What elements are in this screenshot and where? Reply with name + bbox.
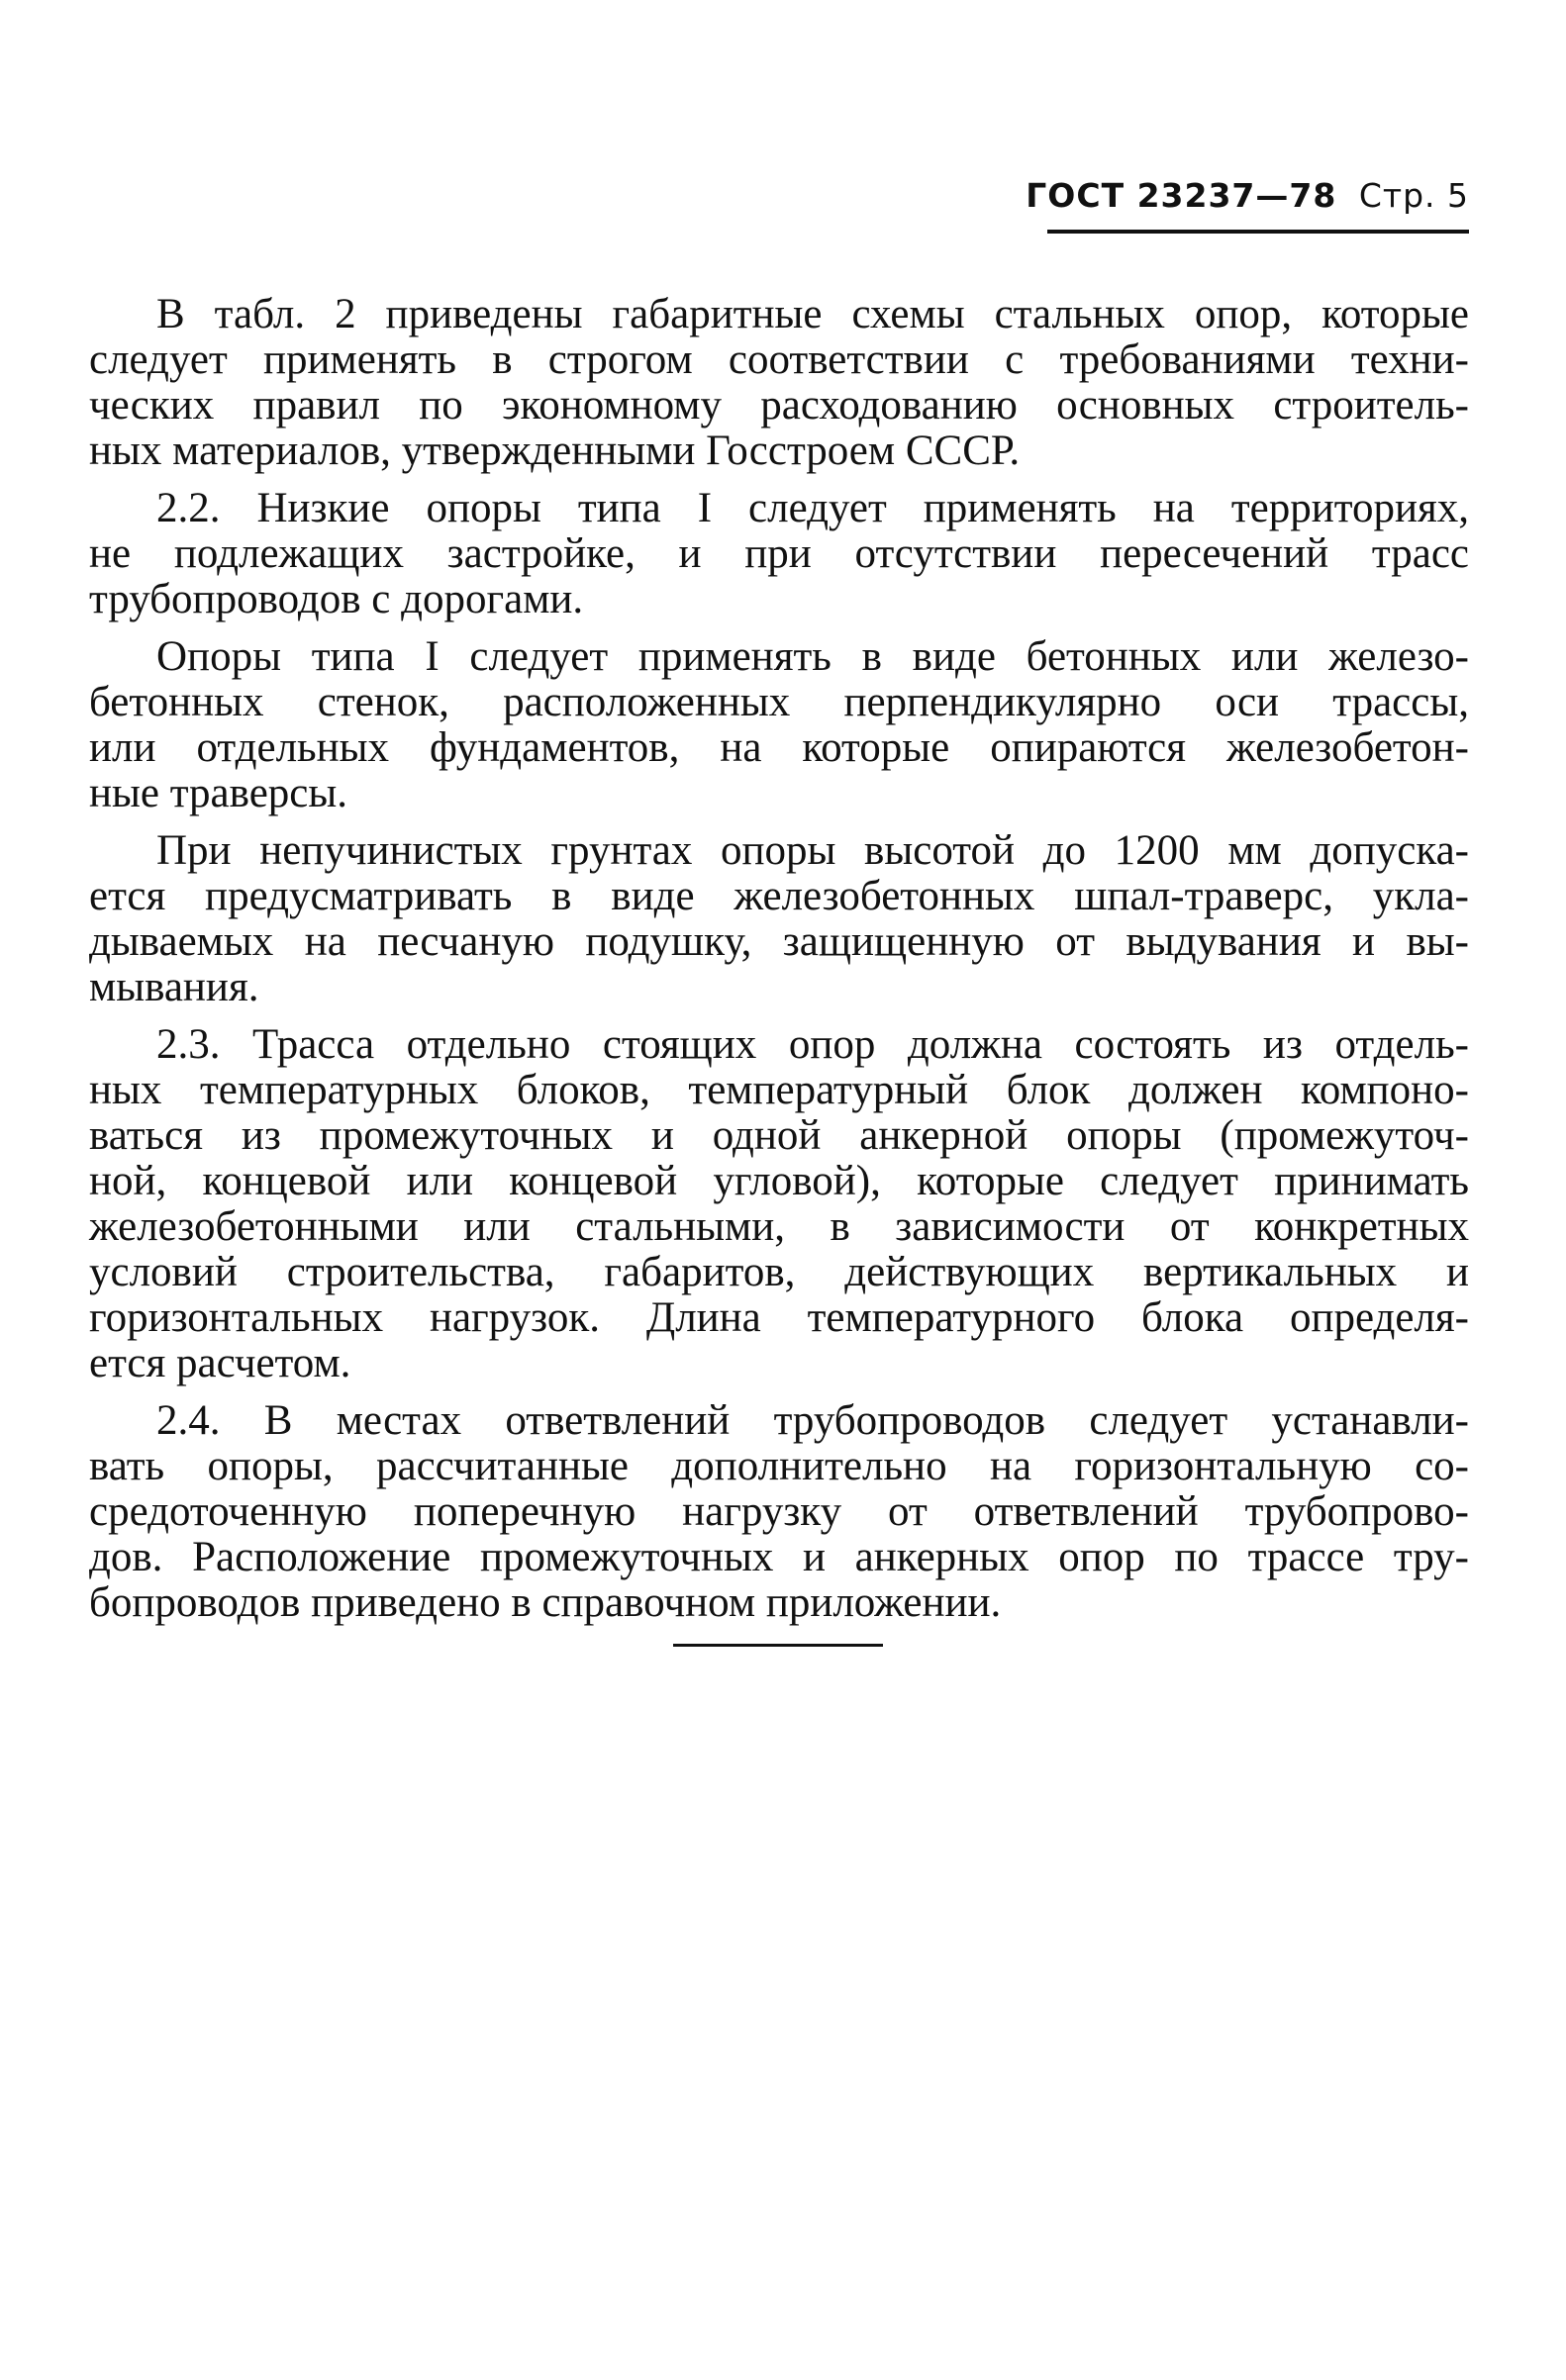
text-line: не подлежащих застройке, и при отсутствии пересечений трасс (89, 530, 1469, 577)
section-end-rule (673, 1644, 883, 1647)
text-line: 2.2. Низкие опоры типа I следует применять на территориях, (156, 485, 1469, 531)
text-line: средоточенную поперечную нагрузку от ответвлений трубопрово- (89, 1488, 1469, 1535)
text-line: дываемых на песчаную подушку, защищенную от выдувания и вы- (89, 918, 1469, 965)
text-line: железобетонными или стальными, в зависимости от конкретных (89, 1203, 1469, 1250)
text-line: ется предусматривать в виде железобетонных шпал-траверс, укла- (89, 873, 1469, 919)
body-text (89, 292, 1469, 1638)
text-line: вать опоры, рассчитанные дополнительно на горизонтальную со- (89, 1443, 1469, 1489)
text-line: В табл. 2 приведены габаритные схемы стальных опор, которые (156, 291, 1469, 337)
text-line: ется расчетом. (89, 1340, 351, 1386)
paragraph-type-1-supports (89, 634, 1469, 816)
text-line: ческих правил по экономному расходованию основных строитель- (89, 382, 1469, 428)
text-line: ваться из промежуточных и одной анкерной опоры (промежуточ- (89, 1112, 1469, 1159)
text-line: или отдельных фундаментов, на которые опираются железобетон- (89, 724, 1469, 771)
text-line: ные траверсы. (89, 770, 348, 816)
paragraph-table-2-reference (89, 292, 1469, 474)
text-line: бопроводов приведено в справочном приложении. (89, 1579, 1002, 1626)
standard-number: ГОСТ 23237—78 (1026, 176, 1337, 215)
paragraph-2-4 (89, 1398, 1469, 1626)
text-line: горизонтальных нагрузок. Длина температурного блока определя- (89, 1294, 1469, 1341)
text-line: мывания. (89, 964, 259, 1010)
text-line: ной, концевой или концевой угловой), которые следует принимать (89, 1158, 1469, 1204)
page-number: Стр. 5 (1358, 176, 1469, 215)
paragraph-2-3 (89, 1022, 1469, 1386)
paragraph-non-heaving-soils (89, 828, 1469, 1010)
text-line: бетонных стенок, расположенных перпендикулярно оси трассы, (89, 679, 1469, 725)
text-line: следует применять в строгом соответствии с требованиями техни- (89, 336, 1469, 383)
text-line: дов. Расположение промежуточных и анкерных опор по трассе тру- (89, 1534, 1469, 1580)
running-header (1026, 176, 1469, 215)
text-line: 2.4. В местах ответвлений трубопроводов следует устанавли- (156, 1397, 1469, 1444)
text-line: ных температурных блоков, температурный блок должен компоно- (89, 1067, 1469, 1113)
text-line: ных материалов, утвержденными Госстроем СССР. (89, 428, 1021, 474)
paragraph-2-2 (89, 486, 1469, 622)
text-line: условий строительства, габаритов, действующих вертикальных и (89, 1249, 1469, 1295)
text-line: трубопроводов с дорогами. (89, 576, 584, 622)
text-line: Опоры типа I следует применять в виде бетонных или железо- (156, 633, 1469, 680)
text-line: При непучинистых грунтах опоры высотой до 1200 мм допуска- (156, 827, 1469, 874)
header-rule (1047, 230, 1469, 234)
text-line: 2.3. Трасса отдельно стоящих опор должна состоять из отдель- (156, 1021, 1469, 1068)
